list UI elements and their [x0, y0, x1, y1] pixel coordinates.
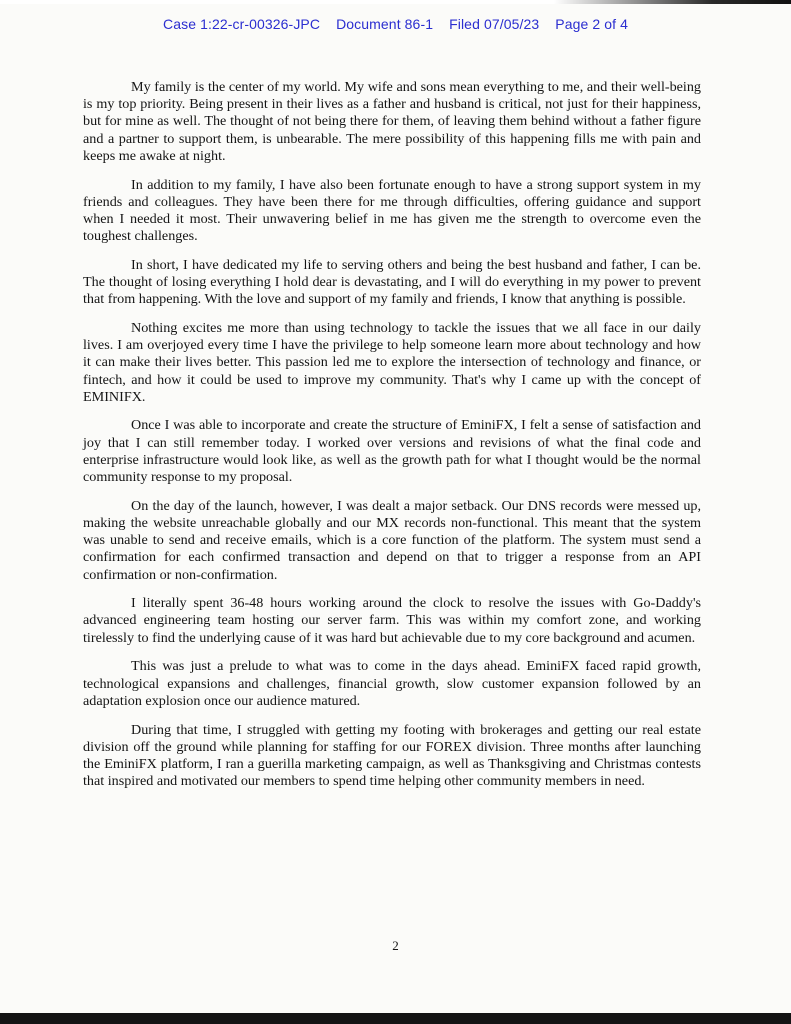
page-number: 2	[392, 938, 399, 953]
scan-edge-top	[0, 0, 791, 4]
paragraph-5: Once I was able to incorporate and create the structure of EminiFX, I felt a sense of satisfaction and joy that I can still remember today. I worked over versions and revisions of what the final code and enterprise infrastructure would look like, as well as the growth path for what I thought would be the normal community response to my proposal.	[83, 417, 701, 486]
page-indicator: Page 2 of 4	[555, 16, 628, 32]
paragraph-4: Nothing excites me more than using technology to tackle the issues that we all face in our daily lives. I am overjoyed every time I have the privilege to help someone learn more about technology and how it can make their lives better. This passion led me to explore the intersection of technology and finance, or fintech, and how it could be used to improve my community. That's why I came up with the concept of EMINIFX.	[83, 319, 701, 405]
paragraph-9: During that time, I struggled with getting my footing with brokerages and getting our real estate division off the ground while planning for staffing for our FOREX division. Three months after launching the EminiFX platform, I ran a guerilla marketing campaign, as well as Thanksgiving and Christmas contests that inspired and motivated our members to spend time helping other community members in need.	[83, 721, 701, 790]
court-filing-header	[0, 16, 791, 32]
filed-date: Filed 07/05/23	[449, 16, 540, 32]
letter-body	[83, 79, 701, 802]
paragraph-7: I literally spent 36-48 hours working around the clock to resolve the issues with Go-Daddy's advanced engineering team hosting our server farm. This was within my comfort zone, and working tirelessly to find the underlying cause of it was hard but achievable due to my core background and acumen.	[83, 595, 701, 646]
paragraph-8: This was just a prelude to what was to come in the days ahead. EminiFX faced rapid growth, technological expansions and challenges, financial growth, slow customer expansion followed by an adaptation explosion once our audience matured.	[83, 658, 701, 709]
document-number: Document 86-1	[336, 16, 434, 32]
paragraph-3: In short, I have dedicated my life to serving others and being the best husband and father, I can be. The thought of losing everything I hold dear is devastating, and I will do everything in my power to prevent that from happening. With the love and support of my family and friends, I know that anything is possible.	[83, 256, 701, 308]
paragraph-1: My family is the center of my world. My wife and sons mean everything to me, and their well-being is my top priority. Being present in their lives as a father and husband is critical, not just for their happiness, but for mine as well. The thought of not being there for them, of leaving them behind without a father figure and a partner to support them, is unbearable. The mere possibility of this happening fills me with pain and keeps me awake at night.	[83, 79, 701, 164]
case-number: Case 1:22-cr-00326-JPC	[163, 16, 321, 32]
paragraph-6: On the day of the launch, however, I was dealt a major setback. Our DNS records were messed up, making the website unreachable globally and our MX records non-functional. This meant that the system was unable to send and receive emails, which is a core function of the platform. The system must send a confirmation for each confirmed transaction and depend on that to trigger a response from an API confirmation or non-confirmation.	[83, 497, 701, 583]
paragraph-2: In addition to my family, I have also been fortunate enough to have a strong support system in my friends and colleagues. They have been there for me through difficulties, offering guidance and support when I needed it most. Their unwavering belief in me has given me the strength to overcome even the toughest challenges.	[83, 176, 701, 245]
scan-edge-bottom	[0, 1013, 791, 1024]
